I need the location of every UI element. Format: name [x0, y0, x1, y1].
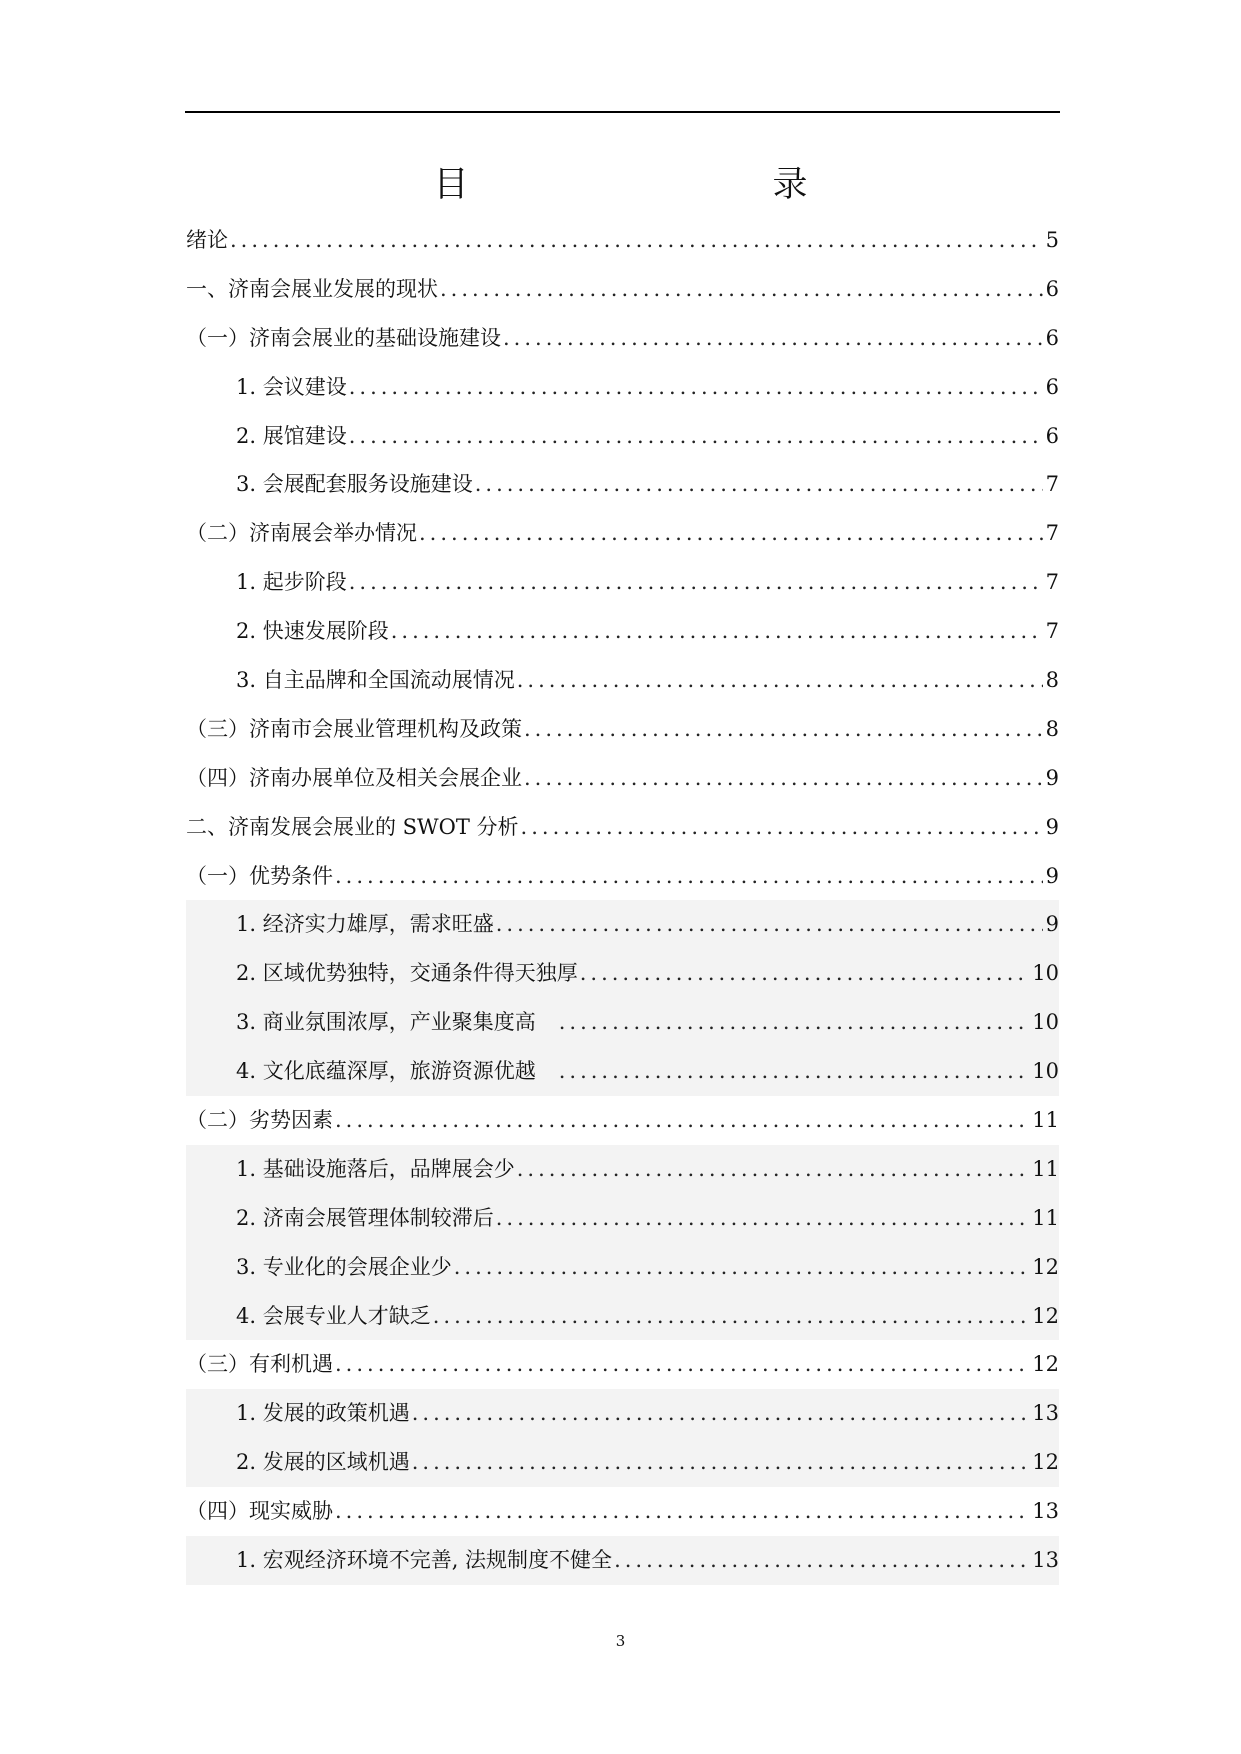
toc-entry-page: 10 — [1032, 1059, 1059, 1084]
toc-entry[interactable] — [186, 1389, 1059, 1438]
toc-entry[interactable] — [186, 1340, 1059, 1389]
toc-entry-label: （二）劣势因素 — [186, 1108, 333, 1133]
toc-entry-page: 9 — [1045, 863, 1059, 888]
toc-entry[interactable] — [186, 852, 1059, 901]
toc-entry[interactable] — [186, 803, 1059, 852]
toc-entry-page: 13 — [1032, 1499, 1059, 1524]
toc-entry[interactable] — [186, 1487, 1059, 1536]
toc-entry-label: 绪论 — [186, 228, 228, 252]
toc-entry-label: 2. 发展的区域机遇 — [236, 1450, 410, 1475]
toc-entry[interactable] — [186, 558, 1059, 607]
toc-entry-page: 9 — [1045, 912, 1059, 937]
toc-leader-dots — [349, 558, 1043, 607]
toc-entry[interactable] — [186, 998, 1059, 1047]
toc-leader-dots — [335, 1487, 1030, 1536]
toc-leader-dots — [412, 1438, 1031, 1487]
toc-entry-page: 9 — [1045, 765, 1059, 790]
toc-entry[interactable] — [186, 1243, 1059, 1292]
toc-leader-dots — [335, 852, 1043, 901]
toc-entry-label: 二、济南发展会展业的 SWOT 分析 — [186, 814, 519, 839]
toc-entry-page: 7 — [1045, 570, 1059, 595]
toc-entry-page: 11 — [1032, 1156, 1059, 1181]
toc-entry[interactable] — [186, 900, 1059, 949]
toc-leader-dots — [580, 949, 1031, 998]
toc-entry-page: 13 — [1032, 1548, 1059, 1573]
toc-entry[interactable] — [186, 705, 1059, 754]
toc-entry-label: 1. 起步阶段 — [236, 570, 347, 595]
toc-entry[interactable] — [186, 1096, 1059, 1145]
toc-entry-label: 1. 会议建设 — [236, 374, 347, 399]
header-rule — [185, 111, 1060, 113]
toc-leader-dots — [349, 363, 1043, 412]
toc-entry[interactable] — [186, 607, 1059, 656]
toc-leader-dots — [440, 265, 1043, 314]
toc-entry[interactable] — [186, 1292, 1059, 1341]
toc-leader-dots — [614, 1536, 1030, 1585]
toc-entry-label: （三）有利机遇 — [186, 1352, 333, 1377]
toc-entry[interactable] — [186, 412, 1059, 461]
toc-entry-page: 7 — [1045, 472, 1059, 497]
toc-leader-dots — [521, 803, 1043, 852]
toc-leader-dots — [419, 509, 1043, 558]
toc-entry[interactable] — [186, 1438, 1059, 1487]
toc-entry-page: 6 — [1045, 276, 1059, 301]
toc-leader-dots — [496, 900, 1043, 949]
toc-entry[interactable] — [186, 1194, 1059, 1243]
toc-leader-dots — [349, 412, 1043, 461]
toc-entry[interactable] — [186, 949, 1059, 998]
toc-entry-label: 2. 济南会展管理体制较滞后 — [236, 1205, 494, 1230]
toc-entry[interactable] — [186, 363, 1059, 412]
toc-leader-dots — [412, 1389, 1031, 1438]
toc-leader-dots — [454, 1243, 1031, 1292]
toc-leader-dots — [559, 1047, 1031, 1096]
toc-entry-page: 11 — [1032, 1108, 1059, 1133]
toc-entry-label: （四）现实威胁 — [186, 1499, 333, 1524]
toc-entry-label: 2. 展馆建设 — [236, 423, 347, 448]
toc-leader-dots — [496, 1194, 1031, 1243]
toc-leader-dots — [335, 1096, 1030, 1145]
toc-leader-dots — [524, 705, 1043, 754]
toc-entry-page: 5 — [1045, 228, 1059, 252]
toc-leader-dots — [503, 314, 1043, 363]
toc-leader-dots — [433, 1292, 1031, 1341]
toc-entry-label: 一、济南会展业发展的现状 — [186, 276, 438, 301]
toc-entry[interactable] — [186, 1536, 1059, 1585]
toc-entry-label: （四）济南办展单位及相关会展企业 — [186, 765, 522, 790]
toc-entry[interactable] — [186, 1047, 1059, 1096]
toc-leader-dots — [517, 1145, 1031, 1194]
toc-leader-dots — [475, 460, 1043, 509]
toc-leader-dots — [230, 216, 1043, 265]
toc-entry[interactable] — [186, 460, 1059, 509]
toc-entry[interactable] — [186, 314, 1059, 363]
toc-entry-label: 2. 快速发展阶段 — [236, 619, 389, 644]
toc-entry-label: 3. 会展配套服务设施建设 — [236, 472, 473, 497]
toc-title: 目 录 — [433, 165, 886, 205]
toc-leader-dots — [517, 656, 1043, 705]
toc-leader-dots — [524, 754, 1043, 803]
toc-entry-page: 13 — [1032, 1401, 1059, 1426]
table-of-contents — [186, 216, 1059, 1585]
toc-entry-label: 4. 会展专业人才缺乏 — [236, 1303, 431, 1328]
toc-entry-label: （一）优势条件 — [186, 863, 333, 888]
toc-entry-page: 11 — [1032, 1205, 1059, 1230]
toc-entry-label: 1. 经济实力雄厚，需求旺盛 — [236, 912, 494, 937]
toc-entry-label: （三）济南市会展业管理机构及政策 — [186, 716, 522, 741]
page-number: 3 — [615, 1632, 626, 1650]
toc-entry-page: 8 — [1045, 716, 1059, 741]
toc-entry-page: 6 — [1045, 374, 1059, 399]
toc-entry-page: 12 — [1032, 1352, 1059, 1377]
toc-entry-label: 1. 发展的政策机遇 — [236, 1401, 410, 1426]
toc-entry-page: 12 — [1032, 1303, 1059, 1328]
toc-entry[interactable] — [186, 216, 1059, 265]
toc-entry[interactable] — [186, 1145, 1059, 1194]
toc-entry-page: 6 — [1045, 325, 1059, 350]
toc-entry-label: 1. 宏观经济环境不完善, 法规制度不健全 — [236, 1548, 613, 1573]
toc-entry-page: 10 — [1032, 961, 1059, 986]
toc-entry[interactable] — [186, 265, 1059, 314]
toc-leader-dots — [391, 607, 1043, 656]
toc-entry[interactable] — [186, 509, 1059, 558]
toc-entry-page: 8 — [1045, 668, 1059, 693]
toc-entry[interactable] — [186, 656, 1059, 705]
toc-entry[interactable] — [186, 754, 1059, 803]
toc-entry-page: 10 — [1032, 1010, 1059, 1035]
toc-leader-dots — [335, 1340, 1030, 1389]
toc-entry-label: 2. 区域优势独特，交通条件得天独厚 — [236, 961, 578, 986]
toc-entry-page: 7 — [1045, 619, 1059, 644]
toc-entry-label: （一）济南会展业的基础设施建设 — [186, 325, 501, 350]
toc-entry-label: 3. 商业氛围浓厚，产业聚集度高 — [236, 1010, 557, 1035]
toc-entry-page: 9 — [1045, 814, 1059, 839]
toc-leader-dots — [559, 998, 1031, 1047]
toc-entry-page: 12 — [1032, 1450, 1059, 1475]
toc-entry-label: 1. 基础设施落后，品牌展会少 — [236, 1156, 515, 1181]
toc-entry-label: 4. 文化底蕴深厚，旅游资源优越 — [236, 1059, 557, 1084]
toc-entry-label: 3. 专业化的会展企业少 — [236, 1254, 452, 1279]
toc-entry-page: 7 — [1045, 521, 1059, 546]
toc-entry-page: 12 — [1032, 1254, 1059, 1279]
toc-entry-label: 3. 自主品牌和全国流动展情况 — [236, 668, 515, 693]
toc-entry-label: （二）济南展会举办情况 — [186, 521, 417, 546]
toc-entry-page: 6 — [1045, 423, 1059, 448]
